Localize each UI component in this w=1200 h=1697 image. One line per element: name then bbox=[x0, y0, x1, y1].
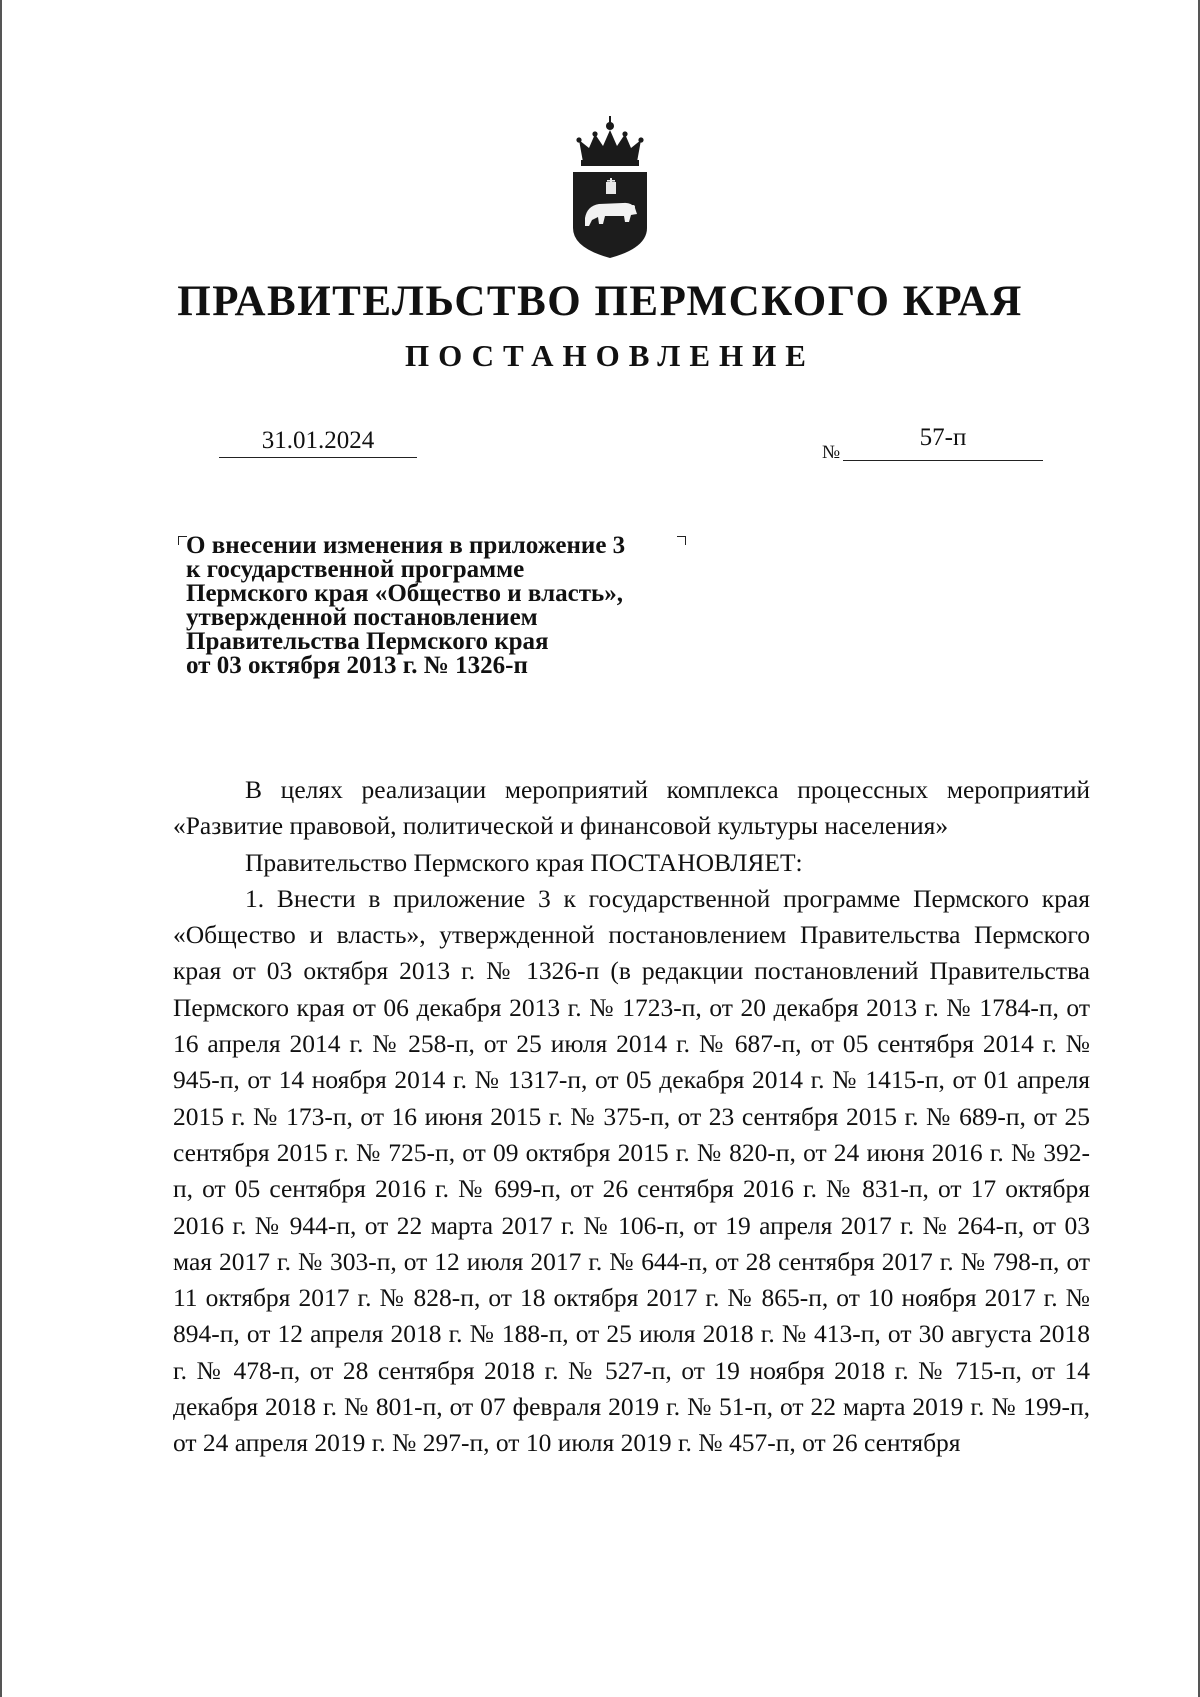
scan-edge-left bbox=[0, 0, 2, 1697]
coat-of-arms-icon bbox=[565, 110, 655, 260]
document-subject bbox=[186, 534, 706, 678]
item-1-paragraph: 1. Внести в приложение 3 к государственной программе Пермского края «Общество и власть», утвержденной постановлением Правительства Пермского края от 03 октября 2013 г. № 1326-п (в редакции постановлений Правительства Пермского края от 06 декабря 2013 г. № 1723-п, от 20 декабря 2013 г. № 1784-п, от 16 апреля 2014 г. № 258-п, от 25 июля 2014 г. № 687-п, от 05 сентября 2014 г. № 945-п, от 14 ноября 2014 г. № 1317-п, от 05 декабря 2014 г. № 1415-п, от 01 апреля 2015 г. № 173-п, от 16 июня 2015 г. № 375-п, от 23 сентября 2015 г. № 689-п, от 25 сентября 2015 г. № 725-п, от 09 октября 2015 г. № 820-п, от 24 июня 2016 г. № 392-п, от 05 сентября 2016 г. № 699-п, от 26 сентября 2016 г. № 831-п, от 17 октября 2016 г. № 944-п, от 22 марта 2017 г. № 106-п, от 19 апреля 2017 г. № 264-п, от 03 мая 2017 г. № 303-п, от 12 июля 2017 г. № 644-п, от 28 сентября 2017 г. № 798-п, от 11 октября 2017 г. № 828-п, от 18 октября 2017 г. № 865-п, от 10 ноября 2017 г. № 894-п, от 12 апреля 2018 г. № 188-п, от 25 июля 2018 г. № 413-п, от 30 августа 2018 г. № 478-п, от 28 сентября 2018 г. № 527-п, от 19 ноября 2018 г. № 715-п, от 14 декабря 2018 г. № 801-п, от 07 февраля 2019 г. № 51-п, от 22 марта 2019 г. № 199-п, от 24 апреля 2019 г. № 297-п, от 10 июля 2019 г. № 457-п, от 26 сентября bbox=[173, 883, 1090, 1458]
subject-line: Пермского края «Общество и власть», bbox=[186, 580, 623, 607]
subject-line: к государственной программе bbox=[186, 556, 525, 583]
document-type: ПОСТАНОВЛЕНИЕ bbox=[405, 338, 815, 373]
subject-line: Правительства Пермского края bbox=[186, 628, 549, 655]
preamble-paragraph: В целях реализации мероприятий комплекса процессных мероприятий «Развитие правовой, политической и финансовой культуры населения» bbox=[173, 775, 1090, 841]
number-sign: № bbox=[822, 442, 841, 463]
subject-line: О внесении изменения в приложение 3 bbox=[186, 532, 626, 559]
subject-line: утвержденной постановлением bbox=[186, 604, 538, 631]
subject-line: от 03 октября 2013 г. № 1326-п bbox=[186, 652, 528, 679]
resolves-paragraph: Правительство Пермского края ПОСТАНОВЛЯЕТ: bbox=[245, 847, 803, 877]
authority-title: ПРАВИТЕЛЬСТВО ПЕРМСКОГО КРАЯ bbox=[177, 278, 1023, 325]
document-date: 31.01.2024 bbox=[219, 427, 417, 458]
document-body bbox=[173, 772, 1090, 1462]
document-number: 57-п bbox=[843, 424, 1043, 461]
